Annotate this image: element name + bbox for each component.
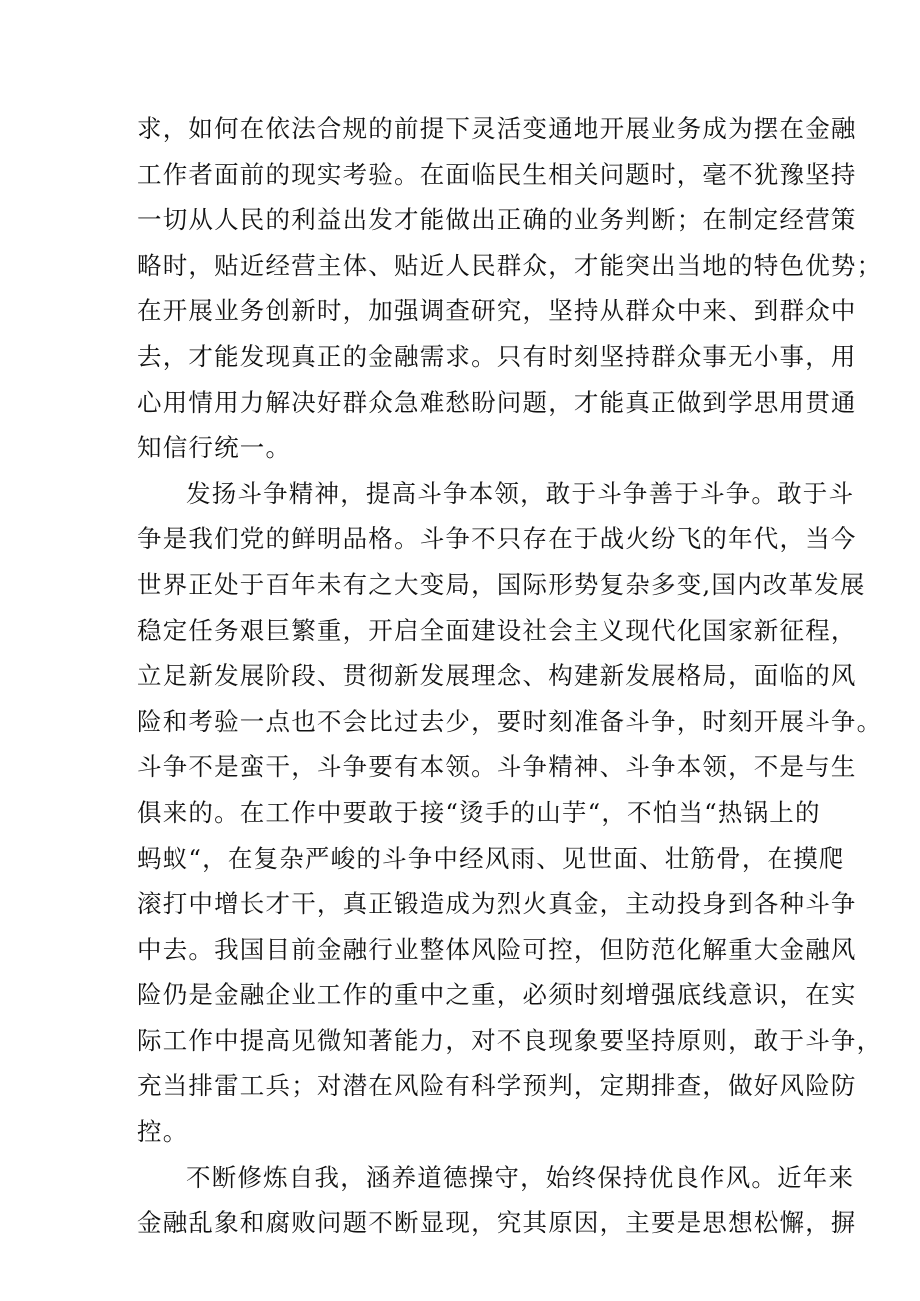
text-line: 知信行统一。 [137,433,292,463]
text-line: 俱来的。在工作中要敢于接“烫手的山芋“，不怕当“热锅上的 [137,797,821,827]
text-line: 险仍是金融企业工作的重中之重，必须时刻增强底线意识，在实 [137,980,857,1010]
text-line: 略时，贴近经营主体、贴近人民群众，才能突出当地的特色优势； [137,250,883,280]
text-line: 际工作中提高见微知著能力，对不良现象要坚持原则，敢于斗争， [137,1025,883,1055]
text-line: 金融乱象和腐败问题不断显现，究其原因，主要是思想松懈，摒 [137,1208,857,1238]
text-line: 争是我们党的鲜明品格。斗争不只存在于战火纷飞的年代，当今 [137,524,857,554]
text-line: 一切从人民的利益出发才能做出正确的业务判断；在制定经营策 [137,205,857,235]
text-line: 去，才能发现真正的金融需求。只有时刻坚持群众事无小事，用 [137,341,857,371]
text-line: 控。 [137,1117,189,1147]
text-line: 蚂蚁“，在复杂严峻的斗争中经风雨、见世面、壮筋骨，在摸爬 [137,843,845,873]
text-line: 滚打中增长才干，真正锻造成为烈火真金，主动投身到各种斗争 [137,889,857,919]
text-line: 在开展业务创新时，加强调查研究，坚持从群众中来、到群众中 [137,296,857,326]
text-line: 充当排雷工兵；对潜在风险有科学预判，定期排查，做好风险防 [137,1071,857,1101]
paragraph-3 [137,1155,857,1246]
text-line: 心用情用力解决好群众急难愁盼问题，才能真正做到学思用贯通 [137,387,857,417]
text-line: 工作者面前的现实考验。在面临民生相关问题时，毫不犹豫坚持 [137,159,857,189]
document-body [137,106,883,1246]
text-line: 不断修炼自我，涵养道德操守，始终保持优良作风。近年来 [186,1162,855,1192]
text-line: 发扬斗争精神，提高斗争本领，敢于斗争善于斗争。敢于斗 [186,478,855,508]
text-line: 稳定任务艰巨繁重，开启全面建设社会主义现代化国家新征程， [137,615,857,645]
text-line: 斗争不是蛮干，斗争要有本领。斗争精神、斗争本领，不是与生 [137,752,857,782]
text-line: 世界正处于百年未有之大变局，国际形势复杂多变,国内改革发展 [137,569,866,599]
text-line: 求，如何在依法合规的前提下灵活变通地开展业务成为摆在金融 [137,114,857,143]
text-line: 险和考验一点也不会比过去少，要时刻准备斗争，时刻开展斗争。 [137,706,883,736]
text-line: 立足新发展阶段、贯彻新发展理念、构建新发展格局，面临的风 [137,661,857,691]
paragraph-2 [137,471,883,1155]
paragraph-1 [137,106,883,471]
text-line: 中去。我国目前金融行业整体风险可控，但防范化解重大金融风 [137,934,857,964]
